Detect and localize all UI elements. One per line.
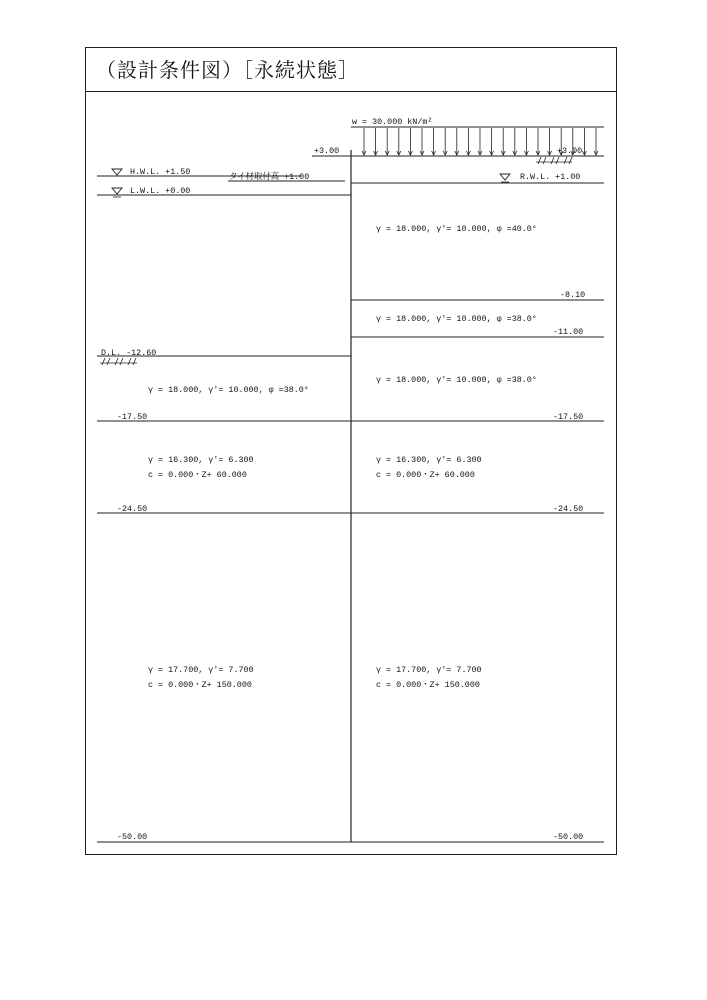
- level-dl: D.L. -12.60: [101, 348, 157, 358]
- soil-right-2: γ = 18.000, γ′= 10.000, φ =38.0°: [376, 314, 537, 324]
- level-ground-top: +3.00: [314, 146, 340, 156]
- soil-right-1: γ = 18.000, γ′= 10.000, φ =40.0°: [376, 224, 537, 234]
- level-l3-left: -17.50: [117, 412, 148, 422]
- drawing-title: （設計条件図）［永続状態］: [96, 58, 359, 82]
- level-tie-rod: タイ材取付高 +1.00: [229, 172, 310, 182]
- soil-left-2b: c = 0.000・Z+ 60.000: [148, 470, 247, 480]
- ground-hatch-left: [100, 358, 137, 365]
- level-l4-left: -24.50: [117, 504, 148, 514]
- level-l1: -8.10: [560, 290, 586, 300]
- soil-right-3: γ = 18.000, γ′= 10.000, φ =38.0°: [376, 375, 537, 385]
- soil-right-5b: c = 0.000・Z+ 150.000: [376, 680, 480, 690]
- soil-right-5a: γ = 17.700, γ′= 7.700: [376, 665, 482, 675]
- soil-left-1: γ = 18.000, γ′= 10.000, φ =38.0°: [148, 385, 309, 395]
- level-bottom-left: -50.00: [117, 832, 148, 842]
- level-hwl: H.W.L. +1.50: [130, 167, 191, 177]
- level-lwl: L.W.L. +0.00: [130, 186, 191, 196]
- rwl-marker: [500, 174, 510, 182]
- level-ground-top-right: +3.00: [557, 146, 583, 156]
- soil-right-4a: γ = 16.300, γ′= 6.300: [376, 455, 482, 465]
- ground-hatch-right: [536, 157, 572, 164]
- level-bottom-right: -50.00: [553, 832, 584, 842]
- level-rwl: R.W.L. +1.00: [520, 172, 581, 182]
- soil-left-3b: c = 0.000・Z+ 150.000: [148, 680, 252, 690]
- soil-right-4b: c = 0.000・Z+ 60.000: [376, 470, 475, 480]
- soil-left-2a: γ = 16.300, γ′= 6.300: [148, 455, 254, 465]
- load-label: w = 30.000 kN/m²: [352, 117, 433, 127]
- level-l4-right: -24.50: [553, 504, 584, 514]
- level-l3-right: -17.50: [553, 412, 584, 422]
- level-l2: -11.00: [553, 327, 584, 337]
- soil-left-3a: γ = 17.700, γ′= 7.700: [148, 665, 254, 675]
